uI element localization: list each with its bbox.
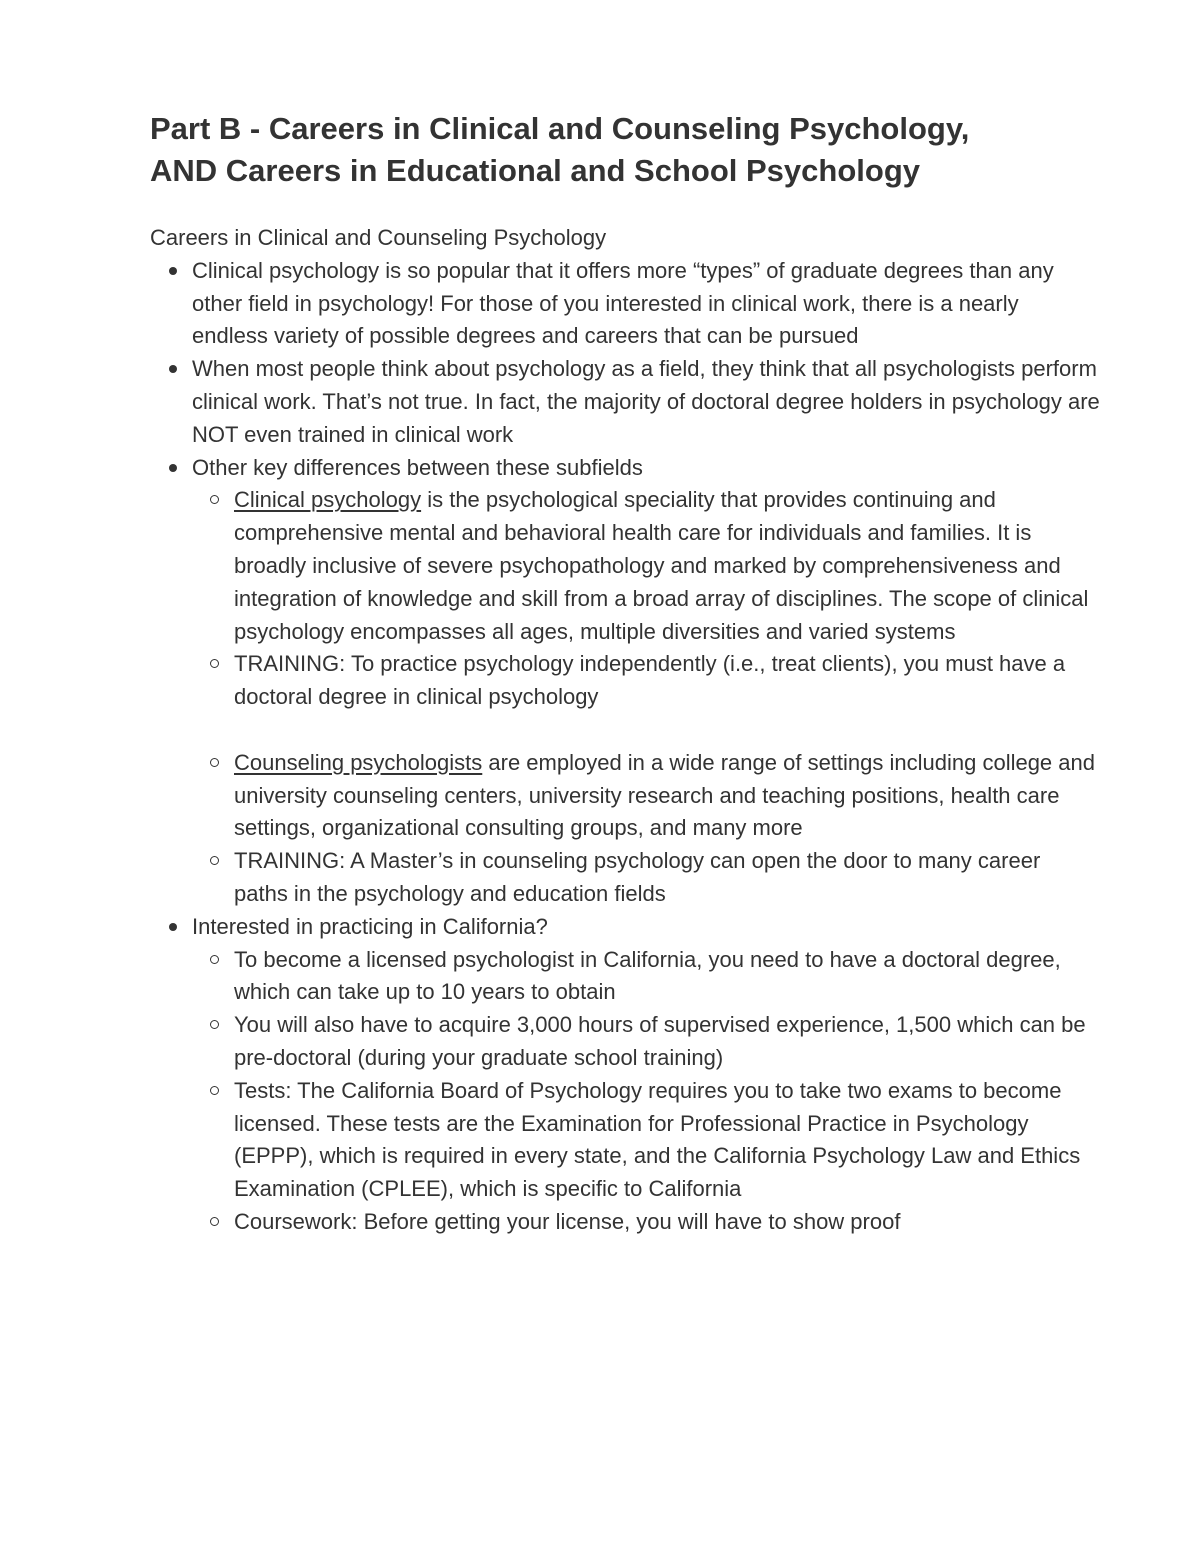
sub-list-item-text: Coursework: Before getting your license, you will have to show proof (234, 1208, 901, 1234)
hollow-bullet-icon (210, 955, 219, 964)
sub-list-item-text: To become a licensed psychologist in California, you need to have a doctoral degree, which can take up to 10 years to obtain (234, 946, 1061, 1005)
filled-bullet-icon (169, 267, 177, 275)
filled-bullet-icon (169, 923, 177, 931)
list-item-text: Interested in practicing in California? (192, 913, 548, 939)
sub-list-item-text: are employed in a wide range of settings including college and university counseling centers, university research and teaching positions, health care settings, organizational consulting groups, and many more (234, 749, 1095, 841)
hollow-bullet-icon (210, 495, 219, 504)
title-line-2: AND Careers in Educational and School Psychology (150, 153, 921, 188)
list-item (150, 452, 1100, 911)
list-item (150, 353, 1100, 451)
sub-list-item (192, 747, 1100, 845)
list-item-text: Clinical psychology is so popular that it offers more “types” of graduate degrees than any other field in psychology! For those of you interested in clinical work, there is a nearly endless variety of possible degrees and careers that can be pursued (192, 257, 1054, 349)
sub-list-item (192, 944, 1100, 1010)
main-bullet-list (150, 255, 1100, 1239)
sub-list-item-text: TRAINING: A Master’s in counseling psychology can open the door to many career paths in the psychology and education fields (234, 848, 1041, 906)
sub-list-item (192, 845, 1100, 911)
hollow-bullet-icon (210, 1217, 219, 1226)
title-line-1: Part B - Careers in Clinical and Counseling Psychology, (150, 111, 970, 146)
sub-list-item-text: You will also have to acquire 3,000 hours of supervised experience, 1,500 which can be pre-doctoral (during your graduate school training) (234, 1012, 1086, 1070)
hollow-bullet-icon (210, 1086, 219, 1095)
underlined-term: Clinical psychology (234, 487, 422, 513)
sub-bullet-list (192, 944, 1100, 1239)
sub-list-item (192, 484, 1100, 648)
underlined-term: Counseling psychologists (234, 749, 483, 775)
hollow-bullet-icon (210, 758, 219, 767)
document-title (150, 108, 1100, 192)
sub-list-item-text: is the psychological speciality that provides continuing and comprehensive mental and behavioral health care for individuals and families. It is broadly inclusive of severe psychopathology and marked by comprehensiveness and integration of knowledge and skill from a broad array of disciplines. The scope of clinical psychology encompasses all ages, multiple diversities and varied systems (234, 487, 1089, 644)
hollow-bullet-icon (210, 659, 219, 668)
sub-list-item-text: Tests: The California Board of Psychology requires you to take two exams to become licensed. These tests are the Examination for Professional Practice in Psychology (EPPP), which is required in every state, and the California Psychology Law and Ethics Examination (CPLEE), which is specific to California (234, 1077, 1081, 1202)
list-item-text: Other key differences between these subfields (192, 454, 643, 480)
sub-list-item (192, 1075, 1100, 1206)
hollow-bullet-icon (210, 856, 219, 865)
sub-list-item-text: TRAINING: To practice psychology independently (i.e., treat clients), you must have a doctoral degree in clinical psychology (234, 651, 1066, 710)
filled-bullet-icon (169, 464, 177, 472)
list-item-text: When most people think about psychology as a field, they think that all psychologists perform clinical work. That’s not true. In fact, the majority of doctoral degree holders in psychology are NOT even trained in clinical work (192, 356, 1100, 447)
sub-list-item (192, 1009, 1100, 1075)
sub-bullet-list (192, 484, 1100, 910)
sub-list-item (192, 648, 1100, 714)
sub-list-item (192, 1206, 1100, 1239)
list-item (150, 255, 1100, 353)
section-heading: Careers in Clinical and Counseling Psychology (150, 225, 607, 250)
hollow-bullet-icon (210, 1020, 219, 1029)
filled-bullet-icon (169, 365, 177, 373)
list-item (150, 911, 1100, 1239)
